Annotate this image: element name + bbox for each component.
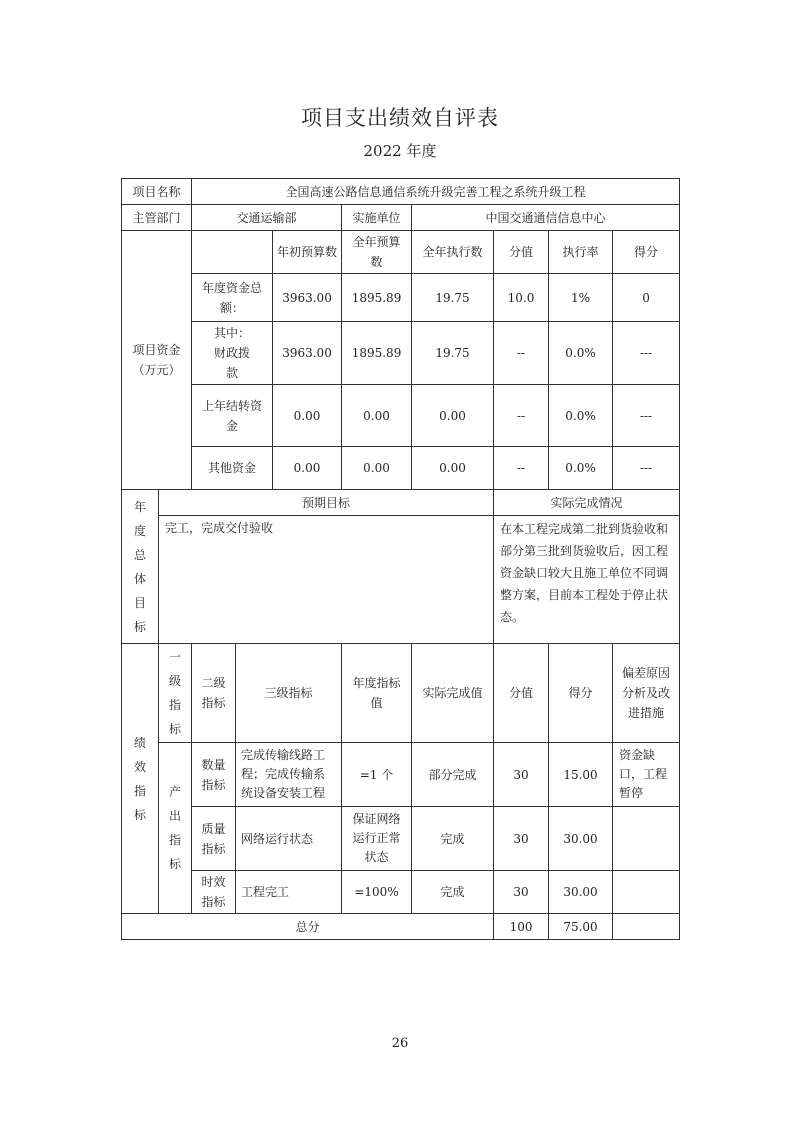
fund-header-cell: 执行率 bbox=[549, 231, 613, 274]
fund-header-cell: 全年执行数 bbox=[412, 231, 494, 274]
fund-row-label: 年度资金总额： bbox=[192, 274, 273, 322]
fund-cell: 0.0% bbox=[549, 322, 613, 385]
fund-cell: --- bbox=[613, 385, 680, 447]
fund-cell: 19.75 bbox=[412, 274, 494, 322]
perf-header-reason: 偏差原因分析及改进措施 bbox=[613, 644, 680, 743]
impl-value: 中国交通通信信息中心 bbox=[412, 205, 680, 231]
perf-header-score: 得分 bbox=[549, 644, 613, 743]
total-reason bbox=[613, 914, 680, 940]
perf-actual: 完成 bbox=[412, 807, 494, 871]
fund-cell: -- bbox=[494, 322, 549, 385]
perf-weight: 30 bbox=[494, 807, 549, 871]
impl-label: 实施单位 bbox=[342, 205, 412, 231]
total-weight: 100 bbox=[494, 914, 549, 940]
perf-actual: 部分完成 bbox=[412, 743, 494, 807]
goal-actual-header: 实际完成情况 bbox=[494, 490, 680, 516]
fund-cell: 3963.00 bbox=[273, 274, 342, 322]
document-title: 项目支出绩效自评表 bbox=[301, 106, 499, 130]
perf-score: 30.00 bbox=[549, 807, 613, 871]
goal-label: 年度总体目标 bbox=[122, 490, 159, 644]
perf-target: =1 个 bbox=[342, 743, 412, 807]
goal-expected: 完工，完成交付验收 bbox=[159, 516, 494, 644]
fund-cell: -- bbox=[494, 447, 549, 490]
perf-level3: 完成传输线路工程；完成传输系统设备安装工程 bbox=[236, 743, 342, 807]
project-name-label: 项目名称 bbox=[122, 179, 192, 205]
perf-label: 绩效指标 bbox=[122, 644, 159, 914]
perf-header-target: 年度指标值 bbox=[342, 644, 412, 743]
document-year: 2022 年度 bbox=[363, 142, 437, 160]
perf-header-level3: 三级指标 bbox=[236, 644, 342, 743]
perf-target: =100% bbox=[342, 871, 412, 914]
fund-cell: 3963.00 bbox=[273, 322, 342, 385]
dept-label: 主管部门 bbox=[122, 205, 192, 231]
dept-value: 交通运输部 bbox=[192, 205, 342, 231]
page-number: 26 bbox=[391, 1036, 409, 1051]
perf-level2: 质量指标 bbox=[192, 807, 236, 871]
fund-row-label: 其他资金 bbox=[192, 447, 273, 490]
total-label: 总分 bbox=[122, 914, 494, 940]
fund-header-blank bbox=[192, 231, 273, 274]
fund-header-cell: 分值 bbox=[494, 231, 549, 274]
perf-header-level1: 一级指标 bbox=[159, 644, 192, 743]
fund-cell: -- bbox=[494, 385, 549, 447]
performance-table bbox=[121, 178, 680, 940]
fund-cell: 1895.89 bbox=[342, 322, 412, 385]
perf-header-actual: 实际完成值 bbox=[412, 644, 494, 743]
perf-score: 15.00 bbox=[549, 743, 613, 807]
fund-header-cell: 年初预算数 bbox=[273, 231, 342, 274]
fund-cell: --- bbox=[613, 322, 680, 385]
perf-actual: 完成 bbox=[412, 871, 494, 914]
perf-level2: 数量指标 bbox=[192, 743, 236, 807]
fund-cell: 19.75 bbox=[412, 322, 494, 385]
perf-level3: 网络运行状态 bbox=[236, 807, 342, 871]
fund-cell: 0.0% bbox=[549, 385, 613, 447]
perf-header-level2: 二级指标 bbox=[192, 644, 236, 743]
perf-weight: 30 bbox=[494, 871, 549, 914]
fund-cell: 0.00 bbox=[342, 447, 412, 490]
project-name: 全国高速公路信息通信系统升级完善工程之系统升级工程 bbox=[192, 179, 680, 205]
total-score: 75.00 bbox=[549, 914, 613, 940]
fund-cell: 0.00 bbox=[412, 447, 494, 490]
funds-label: 项目资金（万元） bbox=[122, 231, 192, 490]
perf-reason bbox=[613, 807, 680, 871]
fund-row-label: 上年结转资金 bbox=[192, 385, 273, 447]
goal-expected-header: 预期目标 bbox=[159, 490, 494, 516]
perf-reason: 资金缺口，工程暂停 bbox=[613, 743, 680, 807]
perf-level3: 工程完工 bbox=[236, 871, 342, 914]
fund-header-cell: 得分 bbox=[613, 231, 680, 274]
fund-cell: 0.00 bbox=[273, 447, 342, 490]
fund-cell: 1895.89 bbox=[342, 274, 412, 322]
fund-cell: 0.00 bbox=[273, 385, 342, 447]
perf-level2: 时效指标 bbox=[192, 871, 236, 914]
perf-reason bbox=[613, 871, 680, 914]
perf-target: 保证网络运行正常状态 bbox=[342, 807, 412, 871]
perf-header-weight: 分值 bbox=[494, 644, 549, 743]
fund-cell: --- bbox=[613, 447, 680, 490]
fund-cell: 0.00 bbox=[412, 385, 494, 447]
fund-cell: 1% bbox=[549, 274, 613, 322]
fund-row-label: 其中：财政拨款 bbox=[192, 322, 273, 385]
perf-score: 30.00 bbox=[549, 871, 613, 914]
fund-cell: 0.0% bbox=[549, 447, 613, 490]
perf-level1: 产出指标 bbox=[159, 743, 192, 914]
fund-cell: 10.0 bbox=[494, 274, 549, 322]
perf-weight: 30 bbox=[494, 743, 549, 807]
fund-cell: 0 bbox=[613, 274, 680, 322]
fund-header-cell: 全年预算数 bbox=[342, 231, 412, 274]
fund-cell: 0.00 bbox=[342, 385, 412, 447]
goal-actual: 在本工程完成第二批到货验收和部分第三批到货验收后，因工程资金缺口较大且施工单位不同调整方案，目前本工程处于停止状态。 bbox=[494, 516, 680, 644]
